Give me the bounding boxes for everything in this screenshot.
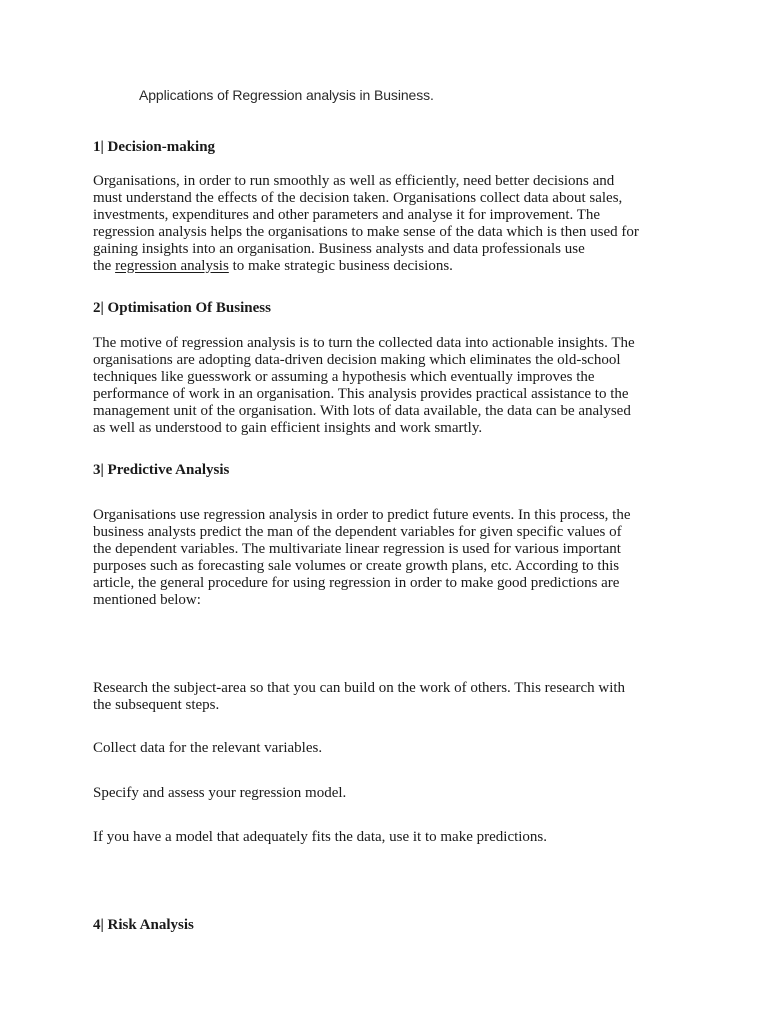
paragraph-line: the subsequent steps. <box>93 696 220 713</box>
paragraph-line: investments, expenditures and other parameters and analyse it for improvement. The <box>93 206 601 223</box>
paragraph-line: management unit of the organisation. With lots of data available, the data can be analysed <box>93 402 631 419</box>
paragraph-line: Organisations, in order to run smoothly as well as efficiently, need better decisions and <box>93 173 615 189</box>
paragraph-line: The motive of regression analysis is to turn the collected data into actionable insights. The <box>93 335 635 351</box>
paragraph-line: Research the subject-area so that you can build on the work of others. This research with <box>93 680 626 696</box>
section-heading-decision-making: 1| Decision-making <box>93 139 216 155</box>
procedure-step-collect-data: Collect data for the relevant variables. <box>93 740 323 756</box>
paragraph-line: mentioned below: <box>93 591 201 608</box>
section-heading-risk-analysis: 4| Risk Analysis <box>93 917 194 933</box>
paragraph-line <box>93 258 683 275</box>
paragraph-line: as well as understood to gain efficient insights and work smartly. <box>93 419 483 436</box>
paragraph-line: regression analysis helps the organisations to make sense of the data which is then used for <box>93 223 639 240</box>
paragraph-line: Organisations use regression analysis in order to predict future events. In this process, the <box>93 507 631 523</box>
procedure-step-research <box>93 680 683 714</box>
section-heading-predictive-analysis: 3| Predictive Analysis <box>93 462 230 478</box>
paragraph-line: business analysts predict the man of the dependent variables for given specific values of <box>93 523 622 540</box>
regression-analysis-link[interactable]: regression analysis <box>115 257 229 274</box>
paragraph-line: must understand the effects of the decision taken. Organisations collect data about sales, <box>93 189 623 206</box>
paragraph-optimisation <box>93 335 683 436</box>
paragraph-predictive-analysis <box>93 507 683 608</box>
paragraph-line: the dependent variables. The multivariate linear regression is used for various important <box>93 540 621 557</box>
procedure-step-make-predictions: If you have a model that adequately fits the data, use it to make predictions. <box>93 829 548 845</box>
section-heading-optimisation: 2| Optimisation Of Business <box>93 300 271 316</box>
document-title: Applications of Regression analysis in Business. <box>139 87 434 103</box>
paragraph-decision-making <box>93 173 683 274</box>
text-run: to make strategic business decisions. <box>228 257 453 274</box>
paragraph-line: organisations are adopting data-driven decision making which eliminates the old-school <box>93 351 621 368</box>
paragraph-line: performance of work in an organisation. This analysis provides practical assistance to the <box>93 385 629 402</box>
text-run: the <box>93 257 116 274</box>
paragraph-line: gaining insights into an organisation. Business analysts and data professionals use <box>93 240 585 257</box>
paragraph-line: purposes such as forecasting sale volumes or create growth plans, etc. According to this <box>93 557 620 574</box>
paragraph-line: techniques like guesswork or assuming a hypothesis which eventually improves the <box>93 368 595 385</box>
procedure-step-specify-model: Specify and assess your regression model. <box>93 785 347 801</box>
paragraph-line: article, the general procedure for using regression in order to make good predictions are <box>93 574 620 591</box>
